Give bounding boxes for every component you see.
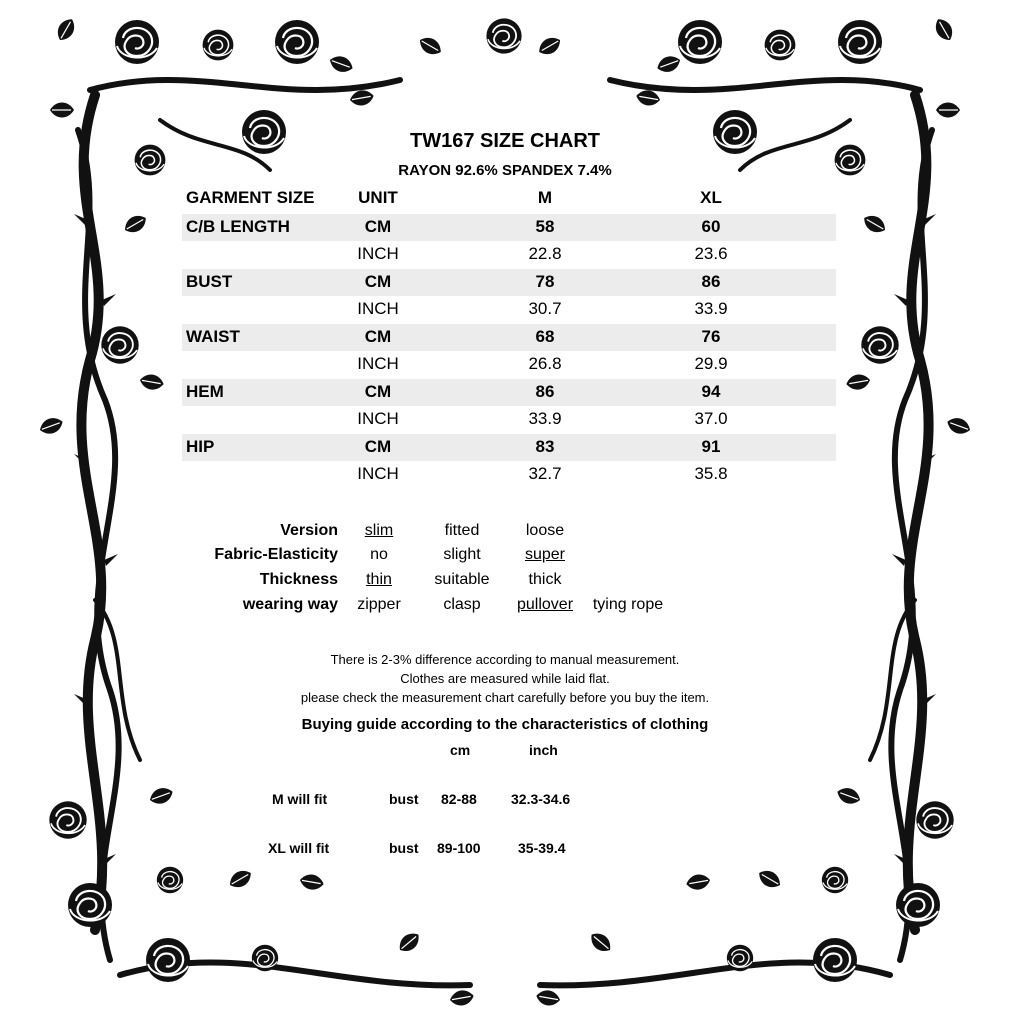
xl-value: 86 [701,271,721,291]
table-row [182,461,836,489]
guide-row-part: bust [389,840,419,856]
xl-value: 94 [701,381,721,401]
unit-cell: INCH [357,244,399,263]
table-row [182,296,836,324]
xl-value: 60 [701,216,721,236]
xl-value: 76 [701,326,721,346]
unit-cell: CM [364,436,392,456]
xl-value: 29.9 [694,354,728,373]
attr-option-selected: thin [366,571,392,588]
fabric-composition: RAYON 92.6% SPANDEX 7.4% [398,162,612,179]
guide-row-cm: 89-100 [437,840,481,856]
table-row [182,406,836,434]
header-xl: XL [700,188,722,207]
attr-option: no [370,546,388,563]
attr-label: Version [280,522,338,539]
xl-value: 23.6 [694,244,728,263]
note-line: please check the measurement chart carefully before you buy the item. [300,690,710,705]
m-value: 86 [535,381,555,401]
m-value: 83 [535,436,555,456]
guide-row-label: M will fit [272,791,328,807]
attr-option: zipper [357,596,401,613]
table-row [182,214,836,242]
chart-title: TW167 SIZE CHART [409,130,601,152]
attr-label: Thickness [259,571,338,588]
measurement-notes [0,650,1010,707]
guide-row-label: XL will fit [268,840,330,856]
table-row [182,269,836,297]
measure-label: HEM [186,381,224,401]
unit-cell: CM [364,326,392,346]
measure-label: WAIST [186,326,240,346]
unit-cell: INCH [357,299,399,318]
attr-label: wearing way [242,596,338,613]
note-line: Clothes are measured while laid flat. [400,671,610,686]
xl-value: 91 [701,436,721,456]
header-m: M [537,188,553,207]
header-garment-size: GARMENT SIZE [186,188,315,207]
attr-option: slight [443,546,481,563]
attr-version [0,522,1010,546]
unit-cell: INCH [357,464,399,483]
attr-option: suitable [434,571,490,588]
measure-label: HIP [186,436,215,456]
table-row [182,351,836,379]
attr-option-selected: super [524,546,566,563]
attr-option-selected: pullover [516,596,574,613]
note-line: There is 2-3% difference according to manual measurement. [330,652,680,667]
attr-wearing-way [0,596,1010,620]
attr-option: clasp [443,596,481,613]
unit-cell: CM [364,216,392,236]
buying-guide-title: Buying guide according to the characteristics of clothing [301,716,709,733]
xl-value: 35.8 [694,464,728,483]
guide-row-cm: 82-88 [441,791,477,807]
m-value: 32.7 [528,464,562,483]
header-unit: UNIT [358,188,398,207]
guide-col-cm: cm [450,742,471,758]
xl-value: 37.0 [694,409,728,428]
table-row [182,434,836,462]
m-value: 33.9 [528,409,562,428]
guide-col-inch: inch [529,742,558,758]
attr-option-selected: slim [364,522,394,539]
unit-cell: INCH [357,409,399,428]
attr-option: tying rope [592,596,664,613]
m-value: 26.8 [528,354,562,373]
attr-option: fitted [444,522,480,539]
table-row [182,324,836,352]
attr-option: loose [525,522,565,539]
guide-row-inch: 35-39.4 [518,840,566,856]
unit-cell: CM [364,271,392,291]
size-table [182,186,836,489]
table-header [182,186,836,214]
table-row [182,241,836,269]
guide-row-inch: 32.3-34.6 [511,791,571,807]
attr-elasticity [0,546,1010,570]
unit-cell: CM [364,381,392,401]
m-value: 22.8 [528,244,562,263]
measure-label: C/B LENGTH [186,216,290,236]
guide-row-part: bust [389,791,419,807]
m-value: 30.7 [528,299,562,318]
xl-value: 33.9 [694,299,728,318]
attr-thickness [0,571,1010,595]
attr-option: thick [528,571,562,588]
m-value: 58 [535,216,555,236]
table-row [182,379,836,407]
attr-label: Fabric-Elasticity [214,546,338,563]
m-value: 68 [535,326,555,346]
unit-cell: INCH [357,354,399,373]
m-value: 78 [535,271,555,291]
measure-label: BUST [186,271,233,291]
